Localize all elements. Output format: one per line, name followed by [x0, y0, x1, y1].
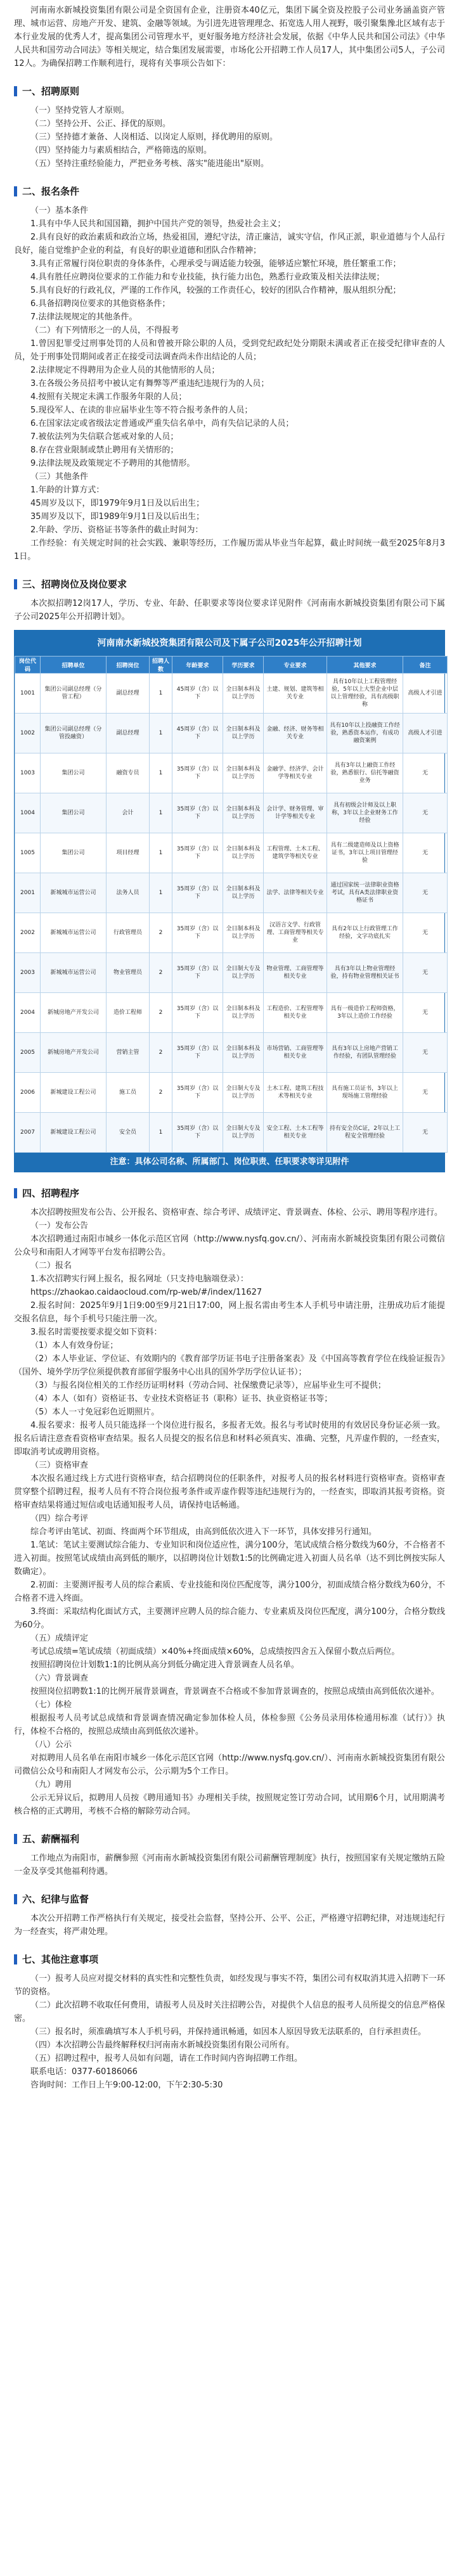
- section-title-salary: 五、薪酬福利: [14, 1832, 445, 1845]
- table-cell: 全日制本科及以上学历: [223, 833, 264, 873]
- other-note-item: 联系电话：0377-60186066: [30, 2067, 138, 2077]
- table-cell: 1003: [15, 753, 41, 793]
- table-cell: 金融、经济、财务等相关专业: [264, 714, 327, 753]
- table-cell: 1005: [15, 833, 41, 873]
- table-cell: 2: [150, 1033, 172, 1073]
- table-cell: 无: [403, 913, 448, 953]
- table-cell: 2002: [15, 913, 41, 953]
- table-header-cell: 备注: [403, 657, 448, 674]
- table-row: [15, 873, 448, 913]
- section-bar-icon: [14, 1188, 17, 1198]
- procedure-item: https://zhaokao.caidaocloud.com/rp-web/#/index/11627: [30, 1288, 262, 1297]
- procedure-item: 本次报名通过线上方式进行资格审查，结合招聘岗位的任职条件，对报考人员的报名材料进行资格审查。资格审查贯穿整个招聘过程，报考人员有不符合岗位报考条件或弄虚作假等违纪违规行为的，一经查实，即取消其报考资格。资格审查结果将通过短信或电话通知报考人员，请保持电话畅通。: [14, 1474, 445, 1510]
- procedure-item: （一）发布公告: [30, 1221, 89, 1231]
- table-row: [15, 793, 448, 833]
- table-cell: 全日制本科及以上学历: [223, 993, 264, 1033]
- table-cell: 具有二级建造师及以上资格证书，3年以上项目管理经验: [327, 833, 403, 873]
- procedure-item: 4.报名要求：报考人员只能选择一个岗位进行报名，多报者无效。报名与考试时使用的有效居民身份证必须一致。报名后请注意查看资格审查结果。报名人员提交的报名信息和材料必须真实、准确、完整，凡弄虚作假的，一经查实，即取消考试或聘用资格。: [14, 1421, 445, 1457]
- table-cell: 无: [403, 753, 448, 793]
- table-cell: 新城城市运营公司: [41, 913, 107, 953]
- negative-item: 3.在各级公务员招考中被认定有舞弊等严重违纪违规行为的人员；: [30, 379, 269, 388]
- table-cell: 具有10年以上投融资工作经验，熟悉资本运作，有成功融资案例: [327, 714, 403, 753]
- table-cell: 1: [150, 714, 172, 753]
- procedure-item: 考试总成绩=笔试成绩（初面成绩）×40%+终面成绩×60%，总成绩按四舍五入保留小数点后两位。: [30, 1647, 400, 1656]
- procedure-item: 3.报名时需要按要求提交如下资料：: [30, 1328, 162, 1337]
- table-cell: 1002: [15, 714, 41, 753]
- other-condition-item: 工作经验：有关规定时间的社会实践、兼职等经历，工作履历需从毕业当年起算，截止时间统一截至2025年8月31日。: [14, 539, 445, 561]
- table-cell: 汉语言文学、行政管理、工商管理等相关专业: [264, 913, 327, 953]
- negative-item: 7.被依法列为失信联合惩戒对象的人员；: [30, 432, 179, 442]
- principle-item: （二）坚持公开、公正、择优的原则。: [30, 119, 171, 129]
- table-cell: 35周岁（含）以下: [172, 1033, 223, 1073]
- procedure-list: [14, 1219, 445, 1818]
- table-cell: 集团公司副总经理（分管投融资）: [41, 714, 107, 753]
- table-cell: 无: [403, 1033, 448, 1073]
- table-row: [15, 1073, 448, 1113]
- negative-item: 9.法律法规及政策规定不予聘用的其他情形。: [30, 459, 195, 468]
- table-cell: 2003: [15, 953, 41, 993]
- procedure-item: 公示无异议后，拟聘用人员按《聘用通知书》办理相关手续，按照规定签订劳动合同，试用期6个月，试用期满考核合格的正式聘用，考核不合格的解除劳动合同。: [14, 1793, 445, 1816]
- principle-item: （一）坚持党管人才原则。: [30, 106, 130, 115]
- table-cell: 45周岁（含）以下: [172, 714, 223, 753]
- procedure-item: 1.本次招聘实行网上报名，报名网址（只支持电脑端登录）：: [30, 1274, 249, 1284]
- other-notes-list: [14, 1972, 445, 2092]
- other-note-item: （一）报考人员应对提交材料的真实性和完整性负责，如经发现与事实不符，集团公司有权取消其进入招聘下一环节的资格。: [14, 1974, 445, 1997]
- table-cell: 35周岁（含）以下: [172, 953, 223, 993]
- table-row: [15, 1033, 448, 1073]
- procedure-item: （六）背景调查: [30, 1674, 89, 1683]
- table-header-cell: 岗位代码: [15, 657, 41, 674]
- table-cell: 2: [150, 993, 172, 1033]
- other-condition-item: 45周岁及以下，即1979年9月1日及以后出生；: [30, 499, 205, 508]
- table-cell: 施工员: [107, 1073, 150, 1113]
- table-cell: 无: [403, 873, 448, 913]
- section-title-procedure: 四、招聘程序: [14, 1186, 445, 1200]
- table-cell: 新城房地产开发公司: [41, 993, 107, 1033]
- table-cell: 会计学、财务管理、审计学等相关专业: [264, 793, 327, 833]
- procedure-item: （五）成绩评定: [30, 1634, 89, 1643]
- table-header-cell: 其他要求: [327, 657, 403, 674]
- table-cell: 具有3年以上融资工作经验，熟悉银行、信托等融资业务: [327, 753, 403, 793]
- table-cell: 2001: [15, 873, 41, 913]
- table-cell: 2004: [15, 993, 41, 1033]
- table-cell: 新城建设工程公司: [41, 1113, 107, 1153]
- table-cell: 具有3年以上物业管理经验，持有物业管理相关证书: [327, 953, 403, 993]
- table-cell: 35周岁（含）以下: [172, 1073, 223, 1113]
- procedure-item: 对拟聘用人员名单在南阳市城乡一体化示范区官网（http://www.nysfq.gov.cn/）、河南南水新城投资集团有限公司微信公众号和南阳人才网发布公示，公示期为5个工作日。: [14, 1753, 445, 1776]
- table-cell: 物业管理员: [107, 953, 150, 993]
- procedure-item: 按照岗位招聘数1:1的比例开展背景调查，背景调查不合格或不参加背景调查的，按照总成绩由高到低依次递补。: [30, 1687, 439, 1696]
- procedure-item: （七）体检: [30, 1700, 72, 1710]
- section-bar-icon: [14, 186, 17, 196]
- other-note-item: 咨询时间：工作日上午9:00-12:00，下午2:30-5:30: [30, 2080, 223, 2090]
- table-header-cell: 招聘岗位: [107, 657, 150, 674]
- negative-item: 6.在国家法定或省级法定普通或严重失信名单中，尚有失信记录的人员；: [30, 419, 294, 428]
- condition-item: 2.具有良好的政治素质和政治立场，热爱祖国，遵纪守法，清正廉洁，诚实守信，作风正派，职业道德与个人品行良好，能自觉维护企业的利益，有良好的职业道德和团队合作精神；: [14, 233, 445, 255]
- section-title-positions: 三、招聘岗位及岗位要求: [14, 577, 445, 591]
- salary-text: 工作地点为南阳市，薪酬参照《河南南水新城投资集团有限公司薪酬管理制度》执行，按照国家有关规定缴纳五险一金及享受其他福利待遇。: [14, 1854, 445, 1876]
- table-cell: 法学、法律等相关专业: [264, 873, 327, 913]
- procedure-item: 按照招聘岗位计划数1:1的比例从高分到低分确定进入背景调查人员名单。: [30, 1660, 299, 1670]
- procedure-item: （八）公示: [30, 1740, 72, 1750]
- table-cell: 35周岁（含）以下: [172, 793, 223, 833]
- procedure-item: 综合考评由笔试、初面、终面两个环节组成，由高到低依次进入下一环节，具体安排另行通知。: [30, 1527, 377, 1537]
- table-cell: 融资专员: [107, 753, 150, 793]
- intro-paragraph: 河南南水新城投资集团有限公司是全资国有企业，注册资本40亿元，集团下属全资及控股子公司业务涵盖资产管理、城市运营、房地产开发、建筑、金融等领域。为引进先进管理理念、拓宽选人用人视野，吸引聚集豫北区域有志于本行业发展的优秀人才，提高集团公司管理水平，更好服务地方经济社会发展，依据《中华人民共和国公司法》《中华人民共和国劳动合同法》等相关规定，结合集团发展需要，市场化公开招聘工作人员17人，其中集团公司5人，子公司12人。为确保招聘工作顺利进行，现将有关事项公告如下：: [14, 6, 445, 68]
- table-cell: 会计: [107, 793, 150, 833]
- procedure-item: （4）本人（如有）资格证书、专业技术资格证书（职称）证书、执业资格证书等；: [30, 1394, 333, 1404]
- table-cell: 全日制本科及以上学历: [223, 793, 264, 833]
- table-cell: 工程管理、土木工程、建筑学等相关专业: [264, 833, 327, 873]
- table-cell: 金融学、经济学、会计学等相关专业: [264, 753, 327, 793]
- procedure-item: （九）聘用: [30, 1780, 72, 1790]
- principle-item: （四）坚持能力与素质相结合，严格筛选的原则。: [30, 146, 212, 155]
- table-cell: 2: [150, 1073, 172, 1113]
- table-cell: 1: [150, 753, 172, 793]
- table-row: [15, 674, 448, 714]
- principle-item: （三）坚持德才兼备、人岗相适、以岗定人原则，择优聘用的原则。: [30, 132, 278, 142]
- table-cell: 全日制大专及以上学历: [223, 953, 264, 993]
- procedure-item: 1.笔试：笔试主要测试综合能力、专业知识和岗位适应性，满分100分，笔试成绩合格分数线为60分，不合格者不进入初面。按照笔试成绩由高到低的顺序，以招聘岗位计划数1:5的比例确定进入初面人员名单（达不到比例按实际人数确定）。: [14, 1541, 445, 1577]
- table-cell: 无: [403, 1073, 448, 1113]
- condition-item: 1.具有中华人民共和国国籍，拥护中国共产党的领导，热爱社会主义；: [30, 219, 286, 229]
- procedure-item: 本次招聘通过南阳市城乡一体化示范区官网（http://www.nysfq.gov.cn/）、河南南水新城投资集团有限公司微信公众号和南阳人才网等平台发布招聘公告。: [14, 1234, 445, 1257]
- table-cell: 无: [403, 1113, 448, 1153]
- table-cell: 1: [150, 674, 172, 714]
- table-row: [15, 833, 448, 873]
- other-condition-item: 2.年龄、学历、资格证书等条件的截止时间为：: [30, 525, 204, 535]
- other-note-item: （五）招聘过程中，报考人员如有问题，请在工作时间内咨询招聘工作组。: [30, 2054, 303, 2063]
- condition-subtitle: （一）基本条件: [30, 206, 89, 215]
- table-header-cell: 学历要求: [223, 657, 264, 674]
- table-cell: 全日制本科及以上学历: [223, 714, 264, 753]
- section-bar-icon: [14, 579, 17, 589]
- procedure-item: （1）本人有效身份证；: [30, 1341, 119, 1350]
- table-cell: 造价工程师: [107, 993, 150, 1033]
- procedure-intro: 本次招聘按照发布公告、公开报名、资格审查、综合考评、成绩评定、背景调查、体检、公示、聘用等程序进行。: [30, 1208, 443, 1217]
- table-cell: 45周岁（含）以下: [172, 674, 223, 714]
- table-cell: 35周岁（含）以下: [172, 993, 223, 1033]
- table-cell: 35周岁（含）以下: [172, 833, 223, 873]
- table-row: [15, 953, 448, 993]
- table-cell: 项目经理: [107, 833, 150, 873]
- negative-item: 5.现役军人、在读的非应届毕业生等不符合报考条件的人员；: [30, 406, 253, 415]
- table-cell: 无: [403, 953, 448, 993]
- section-title-principles: 一、招聘原则: [14, 84, 445, 98]
- other-condition-item: 1.年龄的计算方式：: [30, 485, 105, 495]
- table-cell: 1: [150, 1113, 172, 1153]
- table-cell: 具有初级会计师及以上职称，3年以上企业财务工作经验: [327, 793, 403, 833]
- table-cell: 集团公司: [41, 833, 107, 873]
- table-header-cell: 年龄要求: [172, 657, 223, 674]
- table-row: [15, 714, 448, 753]
- negative-item: 8.存在营业限制或禁止聘用有关情形的；: [30, 445, 179, 455]
- table-cell: 集团公司副总经理（分管工程）: [41, 674, 107, 714]
- condition-item: 5.具有良好的行政礼仪，严谨的工作作风，较强的工作责任心，较好的团队合作精神，服从组织分配；: [30, 286, 401, 295]
- table-cell: 副总经理: [107, 714, 150, 753]
- table-cell: 高级人才引进: [403, 714, 448, 753]
- table-cell: 1: [150, 873, 172, 913]
- procedure-item: （5）本人一寸免冠彩色近期照片。: [30, 1407, 160, 1417]
- other-condition-item: 35周岁及以下，即1989年9月1日及以后出生；: [30, 512, 205, 522]
- section-bar-icon: [14, 86, 17, 96]
- table-cell: 通过国家统一法律职业资格考试，具有A类法律职业资格证书: [327, 873, 403, 913]
- table-cell: 2: [150, 913, 172, 953]
- table-cell: 无: [403, 993, 448, 1033]
- table-cell: 全日制本科及以上学历: [223, 873, 264, 913]
- table-cell: 具有10年以上工程管理经验，5年以上大型企业中层以上管理经验，具有高级职称: [327, 674, 403, 714]
- condition-item: 4.具有胜任应聘岗位要求的工作能力和专业技能，执行能力出色，熟悉行业政策及相关法律法规；: [30, 272, 385, 282]
- table-row: [15, 993, 448, 1033]
- table-cell: 具有施工员证书，3年以上现场施工管理经验: [327, 1073, 403, 1113]
- table-cell: 新城房地产开发公司: [41, 1033, 107, 1073]
- procedure-item: （四）综合考评: [30, 1514, 89, 1523]
- job-plan-table-card: [14, 630, 445, 1172]
- procedure-item: （2）本人毕业证、学位证、有效期内的《教育部学历证书电子注册备案表》及《中国高等教育学位在线验证报告》（国外、境外学历学位须提供教育部留学服务中心出具的国外学历学位认证书）；: [14, 1354, 445, 1377]
- table-row: [15, 913, 448, 953]
- table-cell: 工程造价、工程管理等相关专业: [264, 993, 327, 1033]
- table-cell: 集团公司: [41, 793, 107, 833]
- condition-subtitle: （三）其他条件: [30, 472, 89, 482]
- table-cell: 无: [403, 793, 448, 833]
- table-cell: 具有一级造价工程师资格，3年以上造价工作经验: [327, 993, 403, 1033]
- table-cell: 副总经理: [107, 674, 150, 714]
- positions-intro: 本次拟招聘12岗17人，学历、专业、年龄、任职要求等岗位要求详见附件《河南南水新城投资集团有限公司下属子公司2025年公开招聘计划》。: [14, 599, 445, 622]
- condition-item: 3.具有正常履行岗位职责的身体条件，心理承受与调适能力较强，能够适应繁忙环境，胜任繁重工作；: [30, 259, 401, 269]
- table-cell: 新城城市运营公司: [41, 873, 107, 913]
- table-cell: 2006: [15, 1073, 41, 1113]
- negative-item: 2.法律规定不得聘用为企业人员的其他情形的人员；: [30, 366, 220, 375]
- principle-item: （五）坚持注重经验能力，严把业务考核、落实"能进能出"原则。: [30, 159, 269, 169]
- table-cell: 全日制大专及以上学历: [223, 1073, 264, 1113]
- procedure-item: （二）报名: [30, 1261, 72, 1271]
- discipline-text: 本次公开招聘工作严格执行有关规定，接受社会监督，坚持公开、公平、公正，严格遵守招聘纪律，对违规违纪行为一经查实，将严肃处理。: [14, 1914, 445, 1937]
- table-row: [15, 753, 448, 793]
- table-cell: 全日制本科及以上学历: [223, 753, 264, 793]
- table-cell: 持有安全员C证，2年以上工程安全管理经验: [327, 1113, 403, 1153]
- table-cell: 安全员: [107, 1113, 150, 1153]
- table-cell: 全日制大专及以上学历: [223, 1113, 264, 1153]
- job-plan-table: [15, 656, 448, 1153]
- job-plan-table-note: 注意：具体公司名称、所属部门、岗位职责、任职要求等详见附件: [15, 1153, 444, 1172]
- other-note-item: （四）本次招聘公告最终解释权归河南南水新城投资集团有限公司所有。: [30, 2041, 295, 2050]
- table-cell: 物业管理、工商管理等相关专业: [264, 953, 327, 993]
- table-cell: 市场营销、工商管理等相关专业: [264, 1033, 327, 1073]
- table-cell: 全日制本科及以上学历: [223, 1033, 264, 1073]
- table-header-row: [15, 657, 448, 674]
- other-note-item: （三）报名时，须准确填写本人手机号码，并保持通讯畅通，如因本人原因导致无法联系的，自行承担责任。: [30, 2027, 427, 2037]
- negative-item: 4.按照有关规定未满工作服务年限的人员；: [30, 392, 187, 402]
- table-cell: 安全工程、土木工程等相关专业: [264, 1113, 327, 1153]
- table-header-cell: 招聘单位: [41, 657, 107, 674]
- table-cell: 1004: [15, 793, 41, 833]
- table-cell: 35周岁（含）以下: [172, 753, 223, 793]
- table-cell: 35周岁（含）以下: [172, 913, 223, 953]
- table-cell: 法务人员: [107, 873, 150, 913]
- job-plan-table-title: 河南南水新城投资集团有限公司及下属子公司2025年公开招聘计划: [15, 631, 444, 656]
- procedure-item: 根据报考人员考试总成绩和背景调查情况确定参加体检人员，体检参照《公务员录用体检通用标准（试行）》执行，体检不合格的，按照总成绩由高到低依次递补。: [14, 1714, 445, 1736]
- procedure-item: 3.终面：采取结构化面试方式，主要测评应聘人员的综合能力、专业素质及岗位匹配度，满分100分，合格分数线为60分。: [14, 1607, 445, 1630]
- procedure-item: （三）资格审查: [30, 1461, 89, 1470]
- table-cell: 营销主管: [107, 1033, 150, 1073]
- other-note-item: （二）此次招聘不收取任何费用，请报考人员及时关注招聘公告，对提供个人信息的报考人员所提交的信息严格保密。: [14, 2001, 445, 2023]
- table-cell: 2007: [15, 1113, 41, 1153]
- table-cell: 新城城市运营公司: [41, 953, 107, 993]
- negative-item: 1.曾因犯罪受过刑事处罚的人员和曾被开除公职的人员，受到党纪政纪处分期限未满或者正在接受纪律审查的人员，处于刑事处罚期间或者正在接受司法调查尚未作出结论的人员；: [14, 339, 445, 362]
- table-cell: 35周岁（含）以下: [172, 1113, 223, 1153]
- table-cell: 35周岁（含）以下: [172, 873, 223, 913]
- table-cell: 1: [150, 833, 172, 873]
- table-cell: 无: [403, 833, 448, 873]
- procedure-item: （3）与报名岗位相关的工作经历证明材料（劳动合同、社保缴费记录等），应届毕业生可不提供；: [30, 1381, 386, 1390]
- section-title-discipline: 六、纪律与监督: [14, 1892, 445, 1906]
- table-cell: 2005: [15, 1033, 41, 1073]
- table-cell: 具有2年以上行政管理工作经验，文字功底扎实: [327, 913, 403, 953]
- table-header-cell: 专业要求: [264, 657, 327, 674]
- job-plan-table-body: [15, 674, 448, 1153]
- table-cell: 土建、规划、建筑等相关专业: [264, 674, 327, 714]
- procedure-item: 2.报名时间：2025年9月1日9:00至9月21日17:00，网上报名需由考生本人手机号申请注册，注册成功后才能提交报名信息，每个手机号只能注册一次。: [14, 1301, 445, 1324]
- table-cell: 土木工程、建筑工程技术等相关专业: [264, 1073, 327, 1113]
- section-title-other: 七、其他注意事项: [14, 1952, 445, 1966]
- condition-item: 7.法律法规规定的其他条件。: [30, 312, 138, 322]
- table-cell: 行政管理员: [107, 913, 150, 953]
- table-cell: 全日制本科及以上学历: [223, 913, 264, 953]
- section-bar-icon: [14, 1894, 17, 1904]
- table-cell: 集团公司: [41, 753, 107, 793]
- table-cell: 全日制本科及以上学历: [223, 674, 264, 714]
- table-cell: 2: [150, 953, 172, 993]
- condition-item: 6.具备招聘岗位要求的其他资格条件；: [30, 299, 171, 309]
- section-bar-icon: [14, 1954, 17, 1964]
- table-row: [15, 1113, 448, 1153]
- table-cell: 新城建设工程公司: [41, 1073, 107, 1113]
- section-bar-icon: [14, 1834, 17, 1844]
- procedure-item: 2.初面：主要测评报考人员的综合素质、专业技能和岗位匹配度等，满分100分，初面成绩合格分数线为60分，不合格者不进入终面。: [14, 1580, 445, 1603]
- table-cell: 高级人才引进: [403, 674, 448, 714]
- section-title-conditions: 二、报名条件: [14, 184, 445, 198]
- table-cell: 具有3年以上房地产营销工作经验，有团队管理经验: [327, 1033, 403, 1073]
- table-cell: 1: [150, 793, 172, 833]
- condition-subtitle: （二）有下列情形之一的人员，不得报考: [30, 326, 179, 335]
- table-header-cell: 招聘人数: [150, 657, 172, 674]
- table-cell: 1001: [15, 674, 41, 714]
